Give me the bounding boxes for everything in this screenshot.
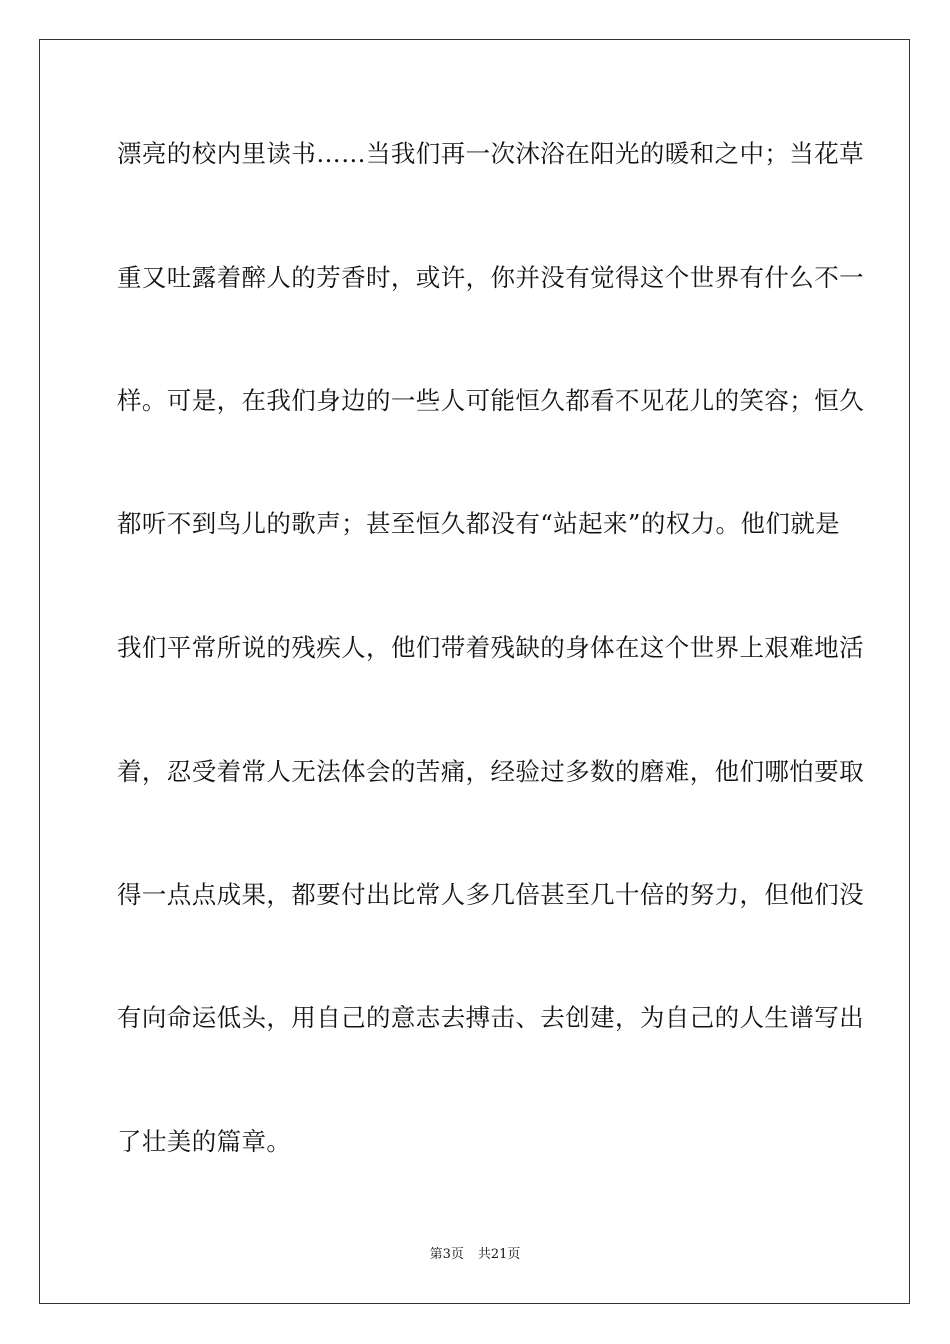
body-text-line-1: 漂亮的校内里读书……当我们再一次沐浴在阳光的暖和之中；当花草 [117, 139, 864, 168]
page-total: 共21页 [477, 1247, 521, 1262]
body-text-line-6: 着，忍受着常人无法体会的苦痛，经验过多数的磨难，他们哪怕要取 [117, 757, 864, 786]
page-number: 第3页 [429, 1247, 464, 1262]
body-text-line-8: 有向命运低头，用自己的意志去搏击、去创建，为自己的人生谱写出 [117, 1003, 864, 1032]
body-text-line-5: 我们平常所说的残疾人，他们带着残缺的身体在这个世界上艰难地活 [117, 633, 864, 662]
page-border [39, 39, 910, 1304]
body-text-line-7: 得一点点成果，都要付出比常人多几倍甚至几十倍的努力，但他们没 [117, 880, 864, 909]
body-text-line-4: 都听不到鸟儿的歌声；甚至恒久都没有“站起来”的权力。他们就是 [117, 509, 841, 538]
body-text-line-3: 样。可是，在我们身边的一些人可能恒久都看不见花儿的笑容；恒久 [117, 386, 864, 415]
body-text-line-9: 了壮美的篇章。 [117, 1127, 292, 1156]
page-footer [0, 1246, 950, 1264]
body-text-line-2: 重又吐露着醉人的芳香时，或许，你并没有觉得这个世界有什么不一 [117, 263, 864, 292]
